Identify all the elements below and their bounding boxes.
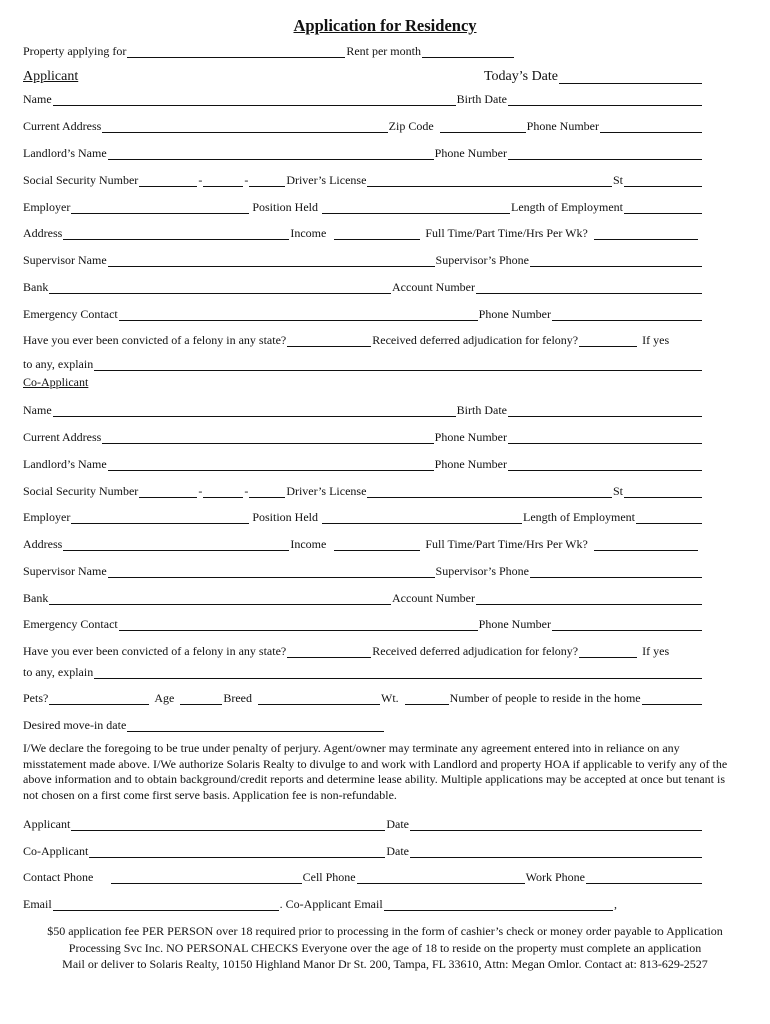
pets-field[interactable] (49, 692, 149, 705)
full-part-time-label: Full Time/Part Time/Hrs Per Wk? (425, 537, 588, 551)
applicant-work-address-row (23, 222, 699, 240)
coapplicant-landlord-phone-field[interactable] (508, 458, 702, 471)
number-people-label: Number of people to reside in the home (449, 691, 641, 705)
move-in-label: Desired move-in date (23, 718, 127, 732)
phone-number-label: Phone Number (526, 119, 599, 133)
supervisor-name-label: Supervisor Name (23, 564, 107, 578)
applicant-account-field[interactable] (476, 281, 702, 294)
applicant-name-row (23, 88, 703, 106)
bank-label: Bank (23, 591, 49, 605)
applicant-ssn-part3[interactable] (249, 174, 285, 187)
move-in-row (23, 714, 385, 732)
ssn-label: Social Security Number (23, 173, 139, 187)
applicant-emergency-field[interactable] (119, 308, 478, 321)
coapplicant-name-row (23, 399, 703, 417)
coapplicant-employer-row (23, 506, 703, 524)
applicant-signature-field[interactable] (71, 818, 385, 831)
applicant-zip-field[interactable] (440, 120, 526, 133)
coapplicant-hours-field[interactable] (594, 538, 698, 551)
coapplicant-income-field[interactable] (334, 538, 420, 551)
applicant-ssn-part1[interactable] (139, 174, 197, 187)
position-held-label: Position Held (252, 200, 318, 214)
coapplicant-emergency-field[interactable] (119, 618, 478, 631)
coapplicant-supervisor-row (23, 560, 703, 578)
st-label: St (612, 173, 623, 187)
current-address-label: Current Address (23, 119, 102, 133)
coapplicant-felony-field[interactable] (287, 645, 371, 658)
ssn-dash: - (198, 173, 203, 187)
applicant-felony-field[interactable] (287, 334, 371, 347)
applicant-supervisor-field[interactable] (108, 254, 435, 267)
email-field[interactable] (53, 898, 279, 911)
coapplicant-ssn-part3[interactable] (249, 485, 285, 498)
applicant-state-field[interactable] (624, 174, 702, 187)
zip-code-label: Zip Code (388, 119, 434, 133)
number-people-field[interactable] (642, 692, 702, 705)
coapplicant-work-address-field[interactable] (63, 538, 289, 551)
emergency-contact-label: Emergency Contact (23, 307, 118, 321)
applicant-emergency-phone-field[interactable] (552, 308, 702, 321)
employer-label: Employer (23, 510, 71, 524)
cell-phone-field[interactable] (357, 871, 525, 884)
work-phone-field[interactable] (586, 871, 702, 884)
coapplicant-explain-row (23, 661, 703, 679)
explain-label: to any, explain (23, 357, 94, 371)
account-number-label: Account Number (392, 280, 475, 294)
applicant-length-field[interactable] (624, 201, 702, 214)
address-label: Address (23, 226, 63, 240)
full-part-time-label: Full Time/Part Time/Hrs Per Wk? (425, 226, 588, 240)
coapplicant-employer-field[interactable] (71, 511, 249, 524)
coapplicant-supervisor-phone-field[interactable] (530, 565, 702, 578)
applicant-ssn-row (23, 169, 703, 187)
applicant-signature-label: Applicant (23, 817, 71, 831)
landlord-phone-label: Phone Number (434, 457, 507, 471)
address-label: Address (23, 537, 63, 551)
applicant-landlord-phone-field[interactable] (508, 147, 702, 160)
date-label: Date (386, 844, 409, 858)
phone-number-label: Phone Number (434, 430, 507, 444)
email-row (23, 893, 617, 911)
applicant-employer-row (23, 196, 703, 214)
work-phone-label: Work Phone (525, 870, 585, 884)
coapplicant-emergency-row (23, 613, 703, 631)
coapplicant-ssn-part2[interactable] (203, 485, 243, 498)
coapplicant-supervisor-field[interactable] (108, 565, 435, 578)
applicant-license-field[interactable] (367, 174, 612, 187)
pets-row (23, 687, 703, 705)
emergency-contact-label: Emergency Contact (23, 617, 118, 631)
applicant-deferred-field[interactable] (579, 334, 637, 347)
coapplicant-bank-row (23, 587, 703, 605)
if-yes-label: If yes (642, 333, 670, 347)
applicant-explain-field[interactable] (94, 358, 702, 371)
applicant-hours-field[interactable] (594, 227, 698, 240)
applicant-header-row (23, 64, 703, 84)
applicant-felony-row (23, 329, 695, 347)
coapplicant-signature-label: Co-Applicant (23, 844, 89, 858)
drivers-license-label: Driver’s License (286, 484, 367, 498)
income-label: Income (290, 226, 327, 240)
coapplicant-email-label: . Co-Applicant Email (279, 897, 383, 911)
birth-date-label: Birth Date (456, 403, 507, 417)
ssn-dash: - (198, 484, 203, 498)
emergency-phone-label: Phone Number (478, 307, 551, 321)
property-label: Property applying for (23, 44, 127, 58)
applicant-signature-row (23, 813, 703, 831)
birth-date-label: Birth Date (456, 92, 507, 106)
pet-age-field[interactable] (180, 692, 222, 705)
applicant-address-field[interactable] (102, 120, 387, 133)
applicant-explain-row (23, 353, 703, 371)
cell-phone-label: Cell Phone (302, 870, 356, 884)
coapplicant-section-heading: Co-Applicant (23, 375, 89, 389)
supervisor-phone-label: Supervisor’s Phone (435, 253, 529, 267)
coapplicant-name-field[interactable] (53, 404, 456, 417)
bank-label: Bank (23, 280, 49, 294)
supervisor-name-label: Supervisor Name (23, 253, 107, 267)
coapplicant-birth-date-field[interactable] (508, 404, 702, 417)
applicant-date-field[interactable] (410, 818, 702, 831)
name-label: Name (23, 92, 52, 106)
applicant-position-field[interactable] (322, 201, 510, 214)
applicant-section-heading: Applicant (23, 69, 79, 84)
coapplicant-explain-field[interactable] (94, 666, 702, 679)
move-in-field[interactable] (127, 719, 384, 732)
pet-weight-field[interactable] (405, 692, 449, 705)
comma: , (614, 897, 617, 911)
applicant-landlord-field[interactable] (108, 147, 434, 160)
rent-label: Rent per month (346, 44, 421, 58)
drivers-license-label: Driver’s License (286, 173, 367, 187)
account-number-label: Account Number (392, 591, 475, 605)
applicant-phone-field[interactable] (600, 120, 702, 133)
applicant-emergency-row (23, 303, 703, 321)
applicant-ssn-part2[interactable] (203, 174, 243, 187)
property-field[interactable] (127, 45, 345, 58)
coapplicant-license-field[interactable] (367, 485, 612, 498)
coapplicant-felony-row (23, 640, 695, 658)
coapplicant-signature-row (23, 840, 703, 858)
coapplicant-landlord-row (23, 453, 703, 471)
coapplicant-ssn-part1[interactable] (139, 485, 197, 498)
footer-line-2: Processing Svc Inc. NO PERSONAL CHECKS Everyone over the age of 18 to reside on the property must complete an application (68, 940, 702, 955)
footer-line-1: $50 application fee PER PERSON over 18 required prior to processing in the form of cashier’s check or money order payable to Application (47, 924, 723, 938)
applicant-bank-field[interactable] (49, 281, 391, 294)
breed-label: Breed (223, 691, 252, 705)
position-held-label: Position Held (252, 510, 318, 524)
applicant-bank-row (23, 276, 703, 294)
rent-field[interactable] (422, 45, 514, 58)
applicant-employer-field[interactable] (71, 201, 249, 214)
todays-date-field[interactable] (559, 71, 702, 84)
applicant-landlord-row (23, 142, 703, 160)
felony-question: Have you ever been convicted of a felony in any state? (23, 644, 287, 658)
age-label: Age (154, 691, 175, 705)
coapplicant-phone-field[interactable] (508, 431, 702, 444)
coapplicant-email-field[interactable] (384, 898, 613, 911)
applicant-supervisor-row (23, 249, 703, 267)
wt-label: Wt. (381, 691, 399, 705)
coapplicant-work-address-row (23, 533, 699, 551)
landlord-phone-label: Phone Number (434, 146, 507, 160)
declaration-text: I/We declare the foregoing to be true under penalty of perjury. Agent/owner may terminate any agreement entered into in reliance on any misstatement made above. I/We authorize Solaris Realty to divulge to and work with Landlord and property HOA if applicable to verify any of the above information and to obtain background/credit reports and determine lease ability. Multiple applications may be accepted at once but tenant is not chosen on a first come first serve basis. Application fee is non-refundable. (23, 741, 728, 802)
applicant-address-row (23, 115, 703, 133)
ssn-dash: - (244, 173, 249, 187)
coapplicant-address-row (23, 426, 703, 444)
contact-phone-row (23, 866, 703, 884)
coapplicant-ssn-row (23, 480, 703, 498)
applicant-income-field[interactable] (334, 227, 420, 240)
coapplicant-date-field[interactable] (410, 845, 702, 858)
todays-date-label: Today’s Date (483, 69, 558, 84)
name-label: Name (23, 403, 52, 417)
coapplicant-length-field[interactable] (636, 511, 702, 524)
contact-phone-field[interactable] (111, 871, 301, 884)
applicant-birth-date-field[interactable] (508, 93, 702, 106)
pets-label: Pets? (23, 691, 49, 705)
coapplicant-bank-field[interactable] (49, 592, 391, 605)
ssn-dash: - (244, 484, 249, 498)
coapplicant-address-field[interactable] (102, 431, 433, 444)
income-label: Income (290, 537, 327, 551)
coapplicant-emergency-phone-field[interactable] (552, 618, 702, 631)
employer-label: Employer (23, 200, 71, 214)
length-employment-label: Length of Employment (523, 510, 635, 524)
email-label: Email (23, 897, 52, 911)
applicant-supervisor-phone-field[interactable] (530, 254, 702, 267)
coapplicant-landlord-field[interactable] (108, 458, 434, 471)
coapplicant-position-field[interactable] (322, 511, 522, 524)
deferred-question: Received deferred adjudication for felony? (372, 333, 579, 347)
length-employment-label: Length of Employment (511, 200, 623, 214)
form-title: Application for Residency (293, 16, 477, 35)
felony-question: Have you ever been convicted of a felony in any state? (23, 333, 287, 347)
coapplicant-state-field[interactable] (624, 485, 702, 498)
contact-phone-label: Contact Phone (23, 870, 94, 884)
coapplicant-signature-field[interactable] (89, 845, 385, 858)
st-label: St (612, 484, 623, 498)
landlords-name-label: Landlord’s Name (23, 457, 107, 471)
supervisor-phone-label: Supervisor’s Phone (435, 564, 529, 578)
current-address-label: Current Address (23, 430, 102, 444)
if-yes-label: If yes (642, 644, 670, 658)
landlords-name-label: Landlord’s Name (23, 146, 107, 160)
pet-breed-field[interactable] (258, 692, 380, 705)
footer-notice (20, 923, 750, 973)
explain-label: to any, explain (23, 665, 94, 679)
applicant-name-field[interactable] (53, 93, 456, 106)
emergency-phone-label: Phone Number (478, 617, 551, 631)
applicant-work-address-field[interactable] (63, 227, 289, 240)
deferred-question: Received deferred adjudication for felony? (372, 644, 579, 658)
property-row (23, 40, 523, 58)
ssn-label: Social Security Number (23, 484, 139, 498)
date-label: Date (386, 817, 409, 831)
coapplicant-deferred-field[interactable] (579, 645, 637, 658)
coapplicant-account-field[interactable] (476, 592, 702, 605)
footer-line-3: Mail or deliver to Solaris Realty, 10150 Highland Manor Dr St. 200, Tampa, FL 33610, Attn: Megan Omlor. Contact at: 813-629-2527 (62, 957, 708, 971)
